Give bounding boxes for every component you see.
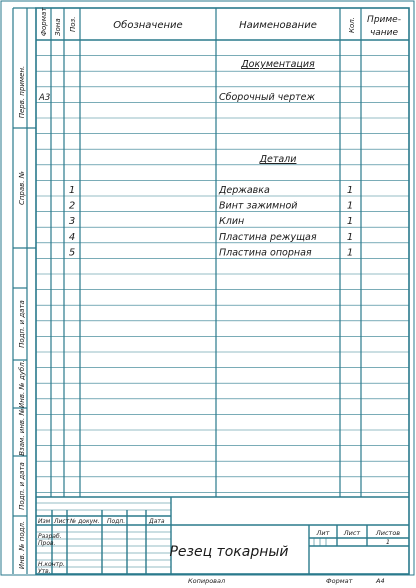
tb-razrab: Разраб. <box>38 533 62 540</box>
side-sprav-no: Справ. № <box>18 170 26 206</box>
part-row <box>69 185 353 196</box>
part-name: Винт зажимной <box>219 200 298 212</box>
footer-copied: Копировал <box>188 577 226 585</box>
footer-format-label: Формат <box>326 577 353 585</box>
footer-format-value: А4 <box>376 577 385 585</box>
tb-sheets-value: 1 <box>385 538 391 546</box>
part-row <box>69 232 353 243</box>
tb-izm: Изм <box>38 518 51 525</box>
part-pos: 4 <box>68 231 76 243</box>
tb-podp: Подп. <box>107 518 126 525</box>
part-name: Пластина режущая <box>219 231 317 243</box>
part-qty: 1 <box>346 247 354 259</box>
section-parts: Детали <box>259 154 297 165</box>
part-row <box>69 201 353 212</box>
header-qty: Кол. <box>348 17 356 33</box>
tb-lit: Лит <box>316 529 330 537</box>
header-pos: Поз. <box>69 16 77 32</box>
part-row <box>69 216 353 227</box>
tb-sheets: Листов <box>375 529 401 537</box>
side-vzam-inv: Взам. инв. № <box>18 408 26 456</box>
doc-name: Сборочный чертеж <box>219 92 316 103</box>
side-podp-data-1: Подп. и дата <box>18 300 26 348</box>
tb-data: Дата <box>149 518 165 525</box>
side-perv-primen: Перв. примен. <box>18 65 26 119</box>
part-row <box>69 247 353 258</box>
part-qty: 1 <box>346 185 354 196</box>
tb-sheet: Лист <box>343 529 361 537</box>
part-name: Клин <box>219 216 245 228</box>
part-pos: 2 <box>68 200 76 212</box>
header-designation: Обозначение <box>113 20 183 31</box>
header-name: Наименование <box>239 20 317 31</box>
header-zone: Зона <box>54 18 62 36</box>
side-inv-podl: Инв. № подл. <box>18 520 26 570</box>
section-documentation: Документация <box>241 59 315 70</box>
part-qty: 1 <box>346 200 354 212</box>
tb-doc-no: № докум. <box>70 518 100 525</box>
part-pos: 5 <box>68 247 76 259</box>
part-pos: 3 <box>68 216 76 228</box>
tb-prov: Пров. <box>38 540 56 547</box>
part-qty: 1 <box>346 231 354 243</box>
tb-n-kontr: Н.контр. <box>38 561 65 568</box>
part-pos: 1 <box>68 185 76 196</box>
table-row-lines <box>36 56 409 493</box>
header-note-line1: Приме- <box>367 15 401 25</box>
tb-utv: Утв. <box>38 568 51 575</box>
tb-title: Резец токарный <box>169 544 289 560</box>
side-inv-dubl: Инв. № дубл. <box>18 360 26 408</box>
part-qty: 1 <box>346 216 354 228</box>
part-name: Пластина опорная <box>219 247 312 259</box>
tb-list: Лист <box>54 518 70 525</box>
header-format: Формат <box>40 7 48 36</box>
side-podp-data-2: Подп. и дата <box>18 462 26 510</box>
table-columns <box>51 8 361 497</box>
part-name: Державка <box>219 185 270 196</box>
doc-format: А3 <box>39 93 51 103</box>
header-note-line2: чание <box>369 28 399 38</box>
